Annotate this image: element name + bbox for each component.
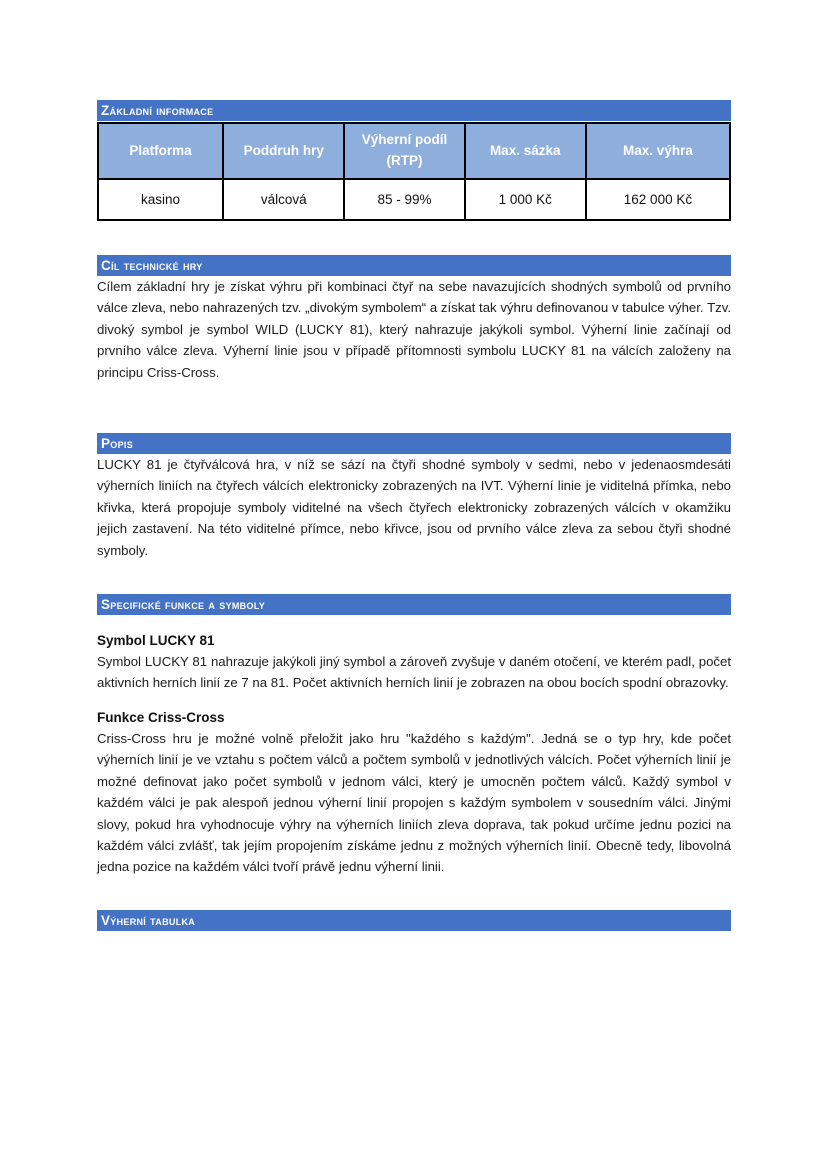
symbol-lucky81-heading: Symbol LUCKY 81 xyxy=(97,633,215,649)
cell-vyherni-podil: 85 - 99% xyxy=(344,179,464,220)
column-header-platforma: Platforma xyxy=(98,123,223,179)
section-title-description: Popis xyxy=(101,436,134,452)
criss-cross-paragraph: Criss-Cross hru je možné volně přeložit jako hru "každého s každým". Jedná se o typ hry, kde počet výherních linií je ve vztahu s počtem válců a počtem symbolů v jednotlivých válcích. Počet výherních linií je možné definovat jako počet symbolů v jednom válci, který je umocněn počtem válců. Každý symbol v každém válci je pak alespoň jednou výherní linií propojen s každým symbolem v sousedním válci. Jinými slovy, pokud hra vyhodnocuje výhry na výherních liniích zleva doprava, tak pokud určíme jednu pozici na každém válci zvlášť, tak jejím propojením získáme jednu z možných výherních linií. Obecně tedy, libovolná jedna pozice na každém válci tvoří právě jednu výherní linii. xyxy=(97,730,731,875)
cell-max-sazka: 1 000 Kč xyxy=(465,179,586,220)
cell-platforma: kasino xyxy=(98,179,223,220)
symbol-lucky81-paragraph: Symbol LUCKY 81 nahrazuje jakýkoli jiný symbol a zároveň zvyšuje v daném otočení, ve kterém padl, počet aktivních herních linií ze 7 na 81. Počet aktivních herních linií je zobrazen na obou bocích spodní obrazovky. xyxy=(97,654,731,691)
criss-cross-heading: Funkce Criss-Cross xyxy=(97,709,225,725)
section-title-paytable: Výherní tabulka xyxy=(101,912,196,928)
section-header-features xyxy=(97,594,731,615)
section-header-goal xyxy=(97,255,731,276)
table-header-row xyxy=(98,123,730,179)
column-header-vyherni-podil: Výherní podíl (RTP) xyxy=(344,123,464,179)
table-row xyxy=(98,179,730,220)
cell-poddruh-hry: válcová xyxy=(223,179,344,220)
section-header-paytable xyxy=(97,910,731,931)
goal-paragraph: Cílem základní hry je získat výhru při kombinaci čtyř na sebe navazujících shodných symbolů od prvního válce zleva, nebo nahrazených tzv. „divokým symbolem“ a získat tak výhru definovanou v tabulce výher. Tzv. divoký symbol je symbol WILD (LUCKY 81), který nahrazuje jakýkoli symbol. Výherní linie začínají od prvního válce zleva. Výherní linie jsou v případě přítomnosti symbolu LUCKY 81 na válcích založeny na principu Criss-Cross. xyxy=(97,279,731,380)
section-header-description xyxy=(97,433,731,454)
column-header-poddruh-hry: Poddruh hry xyxy=(223,123,344,179)
cell-max-vyhra: 162 000 Kč xyxy=(586,179,730,220)
section-header-basic-info xyxy=(97,100,731,121)
page-content xyxy=(97,0,731,931)
basic-info-table xyxy=(97,122,731,221)
section-title-goal: Cíl technické hry xyxy=(101,258,203,273)
section-title-basic-info: Základní informace xyxy=(101,103,214,118)
description-paragraph: LUCKY 81 je čtyřválcová hra, v níž se sází na čtyři shodné symboly v sedmi, nebo v jedenaosmdesáti výherních liniích na čtyřech válcích elektronicky zobrazených na IVT. Výherní linie je viditelná přímka, nebo křivka, která propojuje symboly viditelné na všech čtyřech elektronicky zobrazených válcích v okamžiku jejich zastavení. Na této viditelné přímce, nebo křivce, jsou od prvního válce zleva za sebou čtyři shodné symboly. xyxy=(97,457,731,558)
column-header-max-vyhra: Max. výhra xyxy=(586,123,730,179)
section-title-features: Specifické funkce a symboly xyxy=(101,597,266,613)
column-header-max-sazka: Max. sázka xyxy=(465,123,586,179)
